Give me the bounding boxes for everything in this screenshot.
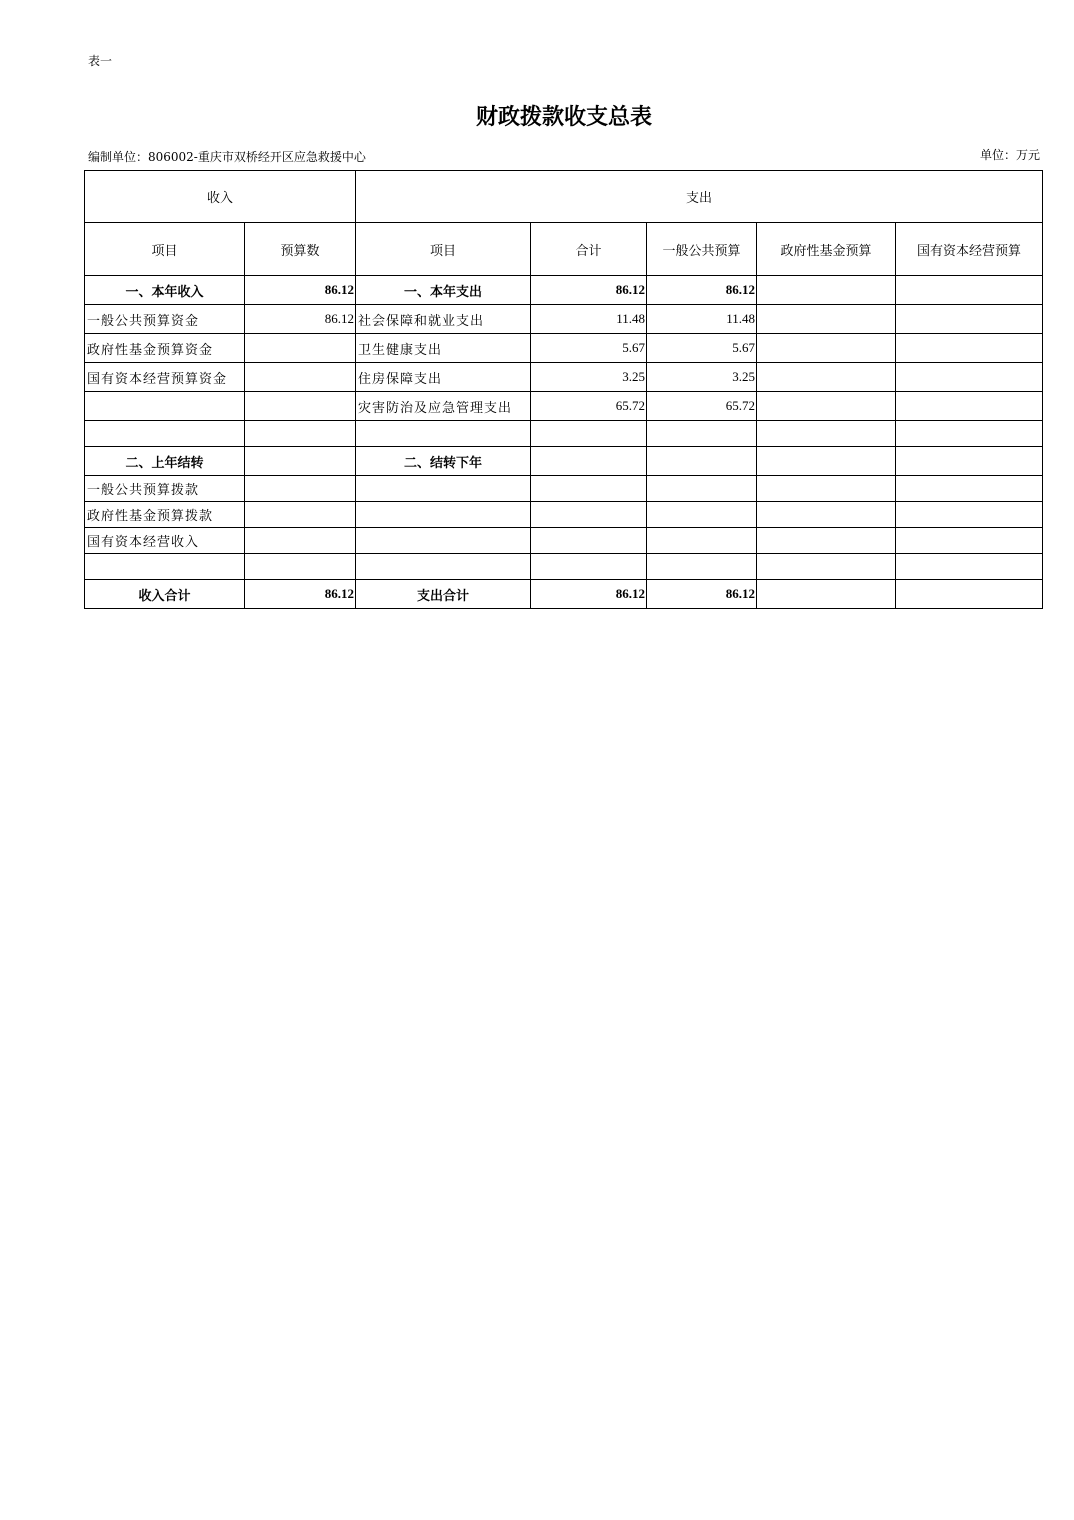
table-cell bbox=[245, 363, 356, 392]
table-row bbox=[85, 554, 1043, 580]
table-cell bbox=[757, 554, 896, 580]
table-row bbox=[85, 392, 1043, 421]
budget-summary-table bbox=[84, 170, 1043, 609]
table-cell bbox=[647, 476, 757, 502]
table-cell bbox=[531, 447, 647, 476]
table-cell bbox=[356, 476, 531, 502]
table-cell bbox=[356, 528, 531, 554]
table-cell bbox=[531, 421, 647, 447]
table-cell: 一、本年支出 bbox=[356, 276, 531, 305]
table-cell: 住房保障支出 bbox=[356, 363, 531, 392]
table-cell bbox=[896, 447, 1043, 476]
table-row bbox=[85, 421, 1043, 447]
currency-unit: 单位：万元 bbox=[979, 148, 1040, 162]
table-cell: 86.12 bbox=[647, 580, 757, 609]
table-cell bbox=[896, 476, 1043, 502]
table-cell bbox=[647, 421, 757, 447]
table-cell bbox=[757, 528, 896, 554]
table-cell bbox=[896, 528, 1043, 554]
table-cell bbox=[356, 554, 531, 580]
table-cell: 86.12 bbox=[245, 276, 356, 305]
table-cell: 政府性基金预算拨款 bbox=[85, 502, 245, 528]
column-header-row bbox=[85, 223, 1043, 276]
page-title: 财政拨款收支总表 bbox=[475, 104, 652, 130]
table-cell bbox=[356, 502, 531, 528]
table-cell bbox=[757, 580, 896, 609]
table-cell: 11.48 bbox=[531, 305, 647, 334]
table-cell bbox=[757, 334, 896, 363]
table-cell: 3.25 bbox=[647, 363, 757, 392]
table-cell bbox=[245, 421, 356, 447]
table-row bbox=[85, 476, 1043, 502]
table-cell bbox=[245, 554, 356, 580]
table-cell: 86.12 bbox=[245, 305, 356, 334]
table-cell bbox=[896, 392, 1043, 421]
table-cell: 5.67 bbox=[647, 334, 757, 363]
compiling-unit: 编制单位：806002-重庆市双桥经开区应急救援中心 bbox=[88, 150, 366, 164]
table-cell bbox=[85, 554, 245, 580]
column-header: 国有资本经营预算 bbox=[896, 223, 1043, 276]
table-cell bbox=[531, 502, 647, 528]
table-cell: 社会保障和就业支出 bbox=[356, 305, 531, 334]
table-cell: 国有资本经营收入 bbox=[85, 528, 245, 554]
table-cell: 一般公共预算拨款 bbox=[85, 476, 245, 502]
column-header: 预算数 bbox=[245, 223, 356, 276]
table-cell: 二、上年结转 bbox=[85, 447, 245, 476]
table-row bbox=[85, 447, 1043, 476]
table-cell: 二、结转下年 bbox=[356, 447, 531, 476]
table-cell bbox=[757, 447, 896, 476]
column-header: 政府性基金预算 bbox=[757, 223, 896, 276]
table-cell bbox=[85, 392, 245, 421]
table-row bbox=[85, 305, 1043, 334]
table-cell: 支出合计 bbox=[356, 580, 531, 609]
table-cell bbox=[896, 580, 1043, 609]
table-cell bbox=[531, 476, 647, 502]
table-cell: 86.12 bbox=[245, 580, 356, 609]
column-header: 一般公共预算 bbox=[647, 223, 757, 276]
income-group-header: 收入 bbox=[85, 171, 356, 223]
table-cell: 一般公共预算资金 bbox=[85, 305, 245, 334]
table-cell bbox=[245, 392, 356, 421]
table-row bbox=[85, 334, 1043, 363]
table-cell: 灾害防治及应急管理支出 bbox=[356, 392, 531, 421]
table-row bbox=[85, 276, 1043, 305]
table-cell bbox=[757, 502, 896, 528]
table-cell bbox=[245, 502, 356, 528]
table-cell: 5.67 bbox=[531, 334, 647, 363]
table-cell: 卫生健康支出 bbox=[356, 334, 531, 363]
table-row bbox=[85, 502, 1043, 528]
table-cell bbox=[757, 392, 896, 421]
table-cell: 收入合计 bbox=[85, 580, 245, 609]
table-cell bbox=[896, 421, 1043, 447]
totals-row bbox=[85, 580, 1043, 609]
table-cell bbox=[85, 421, 245, 447]
table-cell: 86.12 bbox=[531, 276, 647, 305]
table-cell bbox=[356, 421, 531, 447]
table-cell: 11.48 bbox=[647, 305, 757, 334]
table-cell bbox=[757, 305, 896, 334]
table-cell: 86.12 bbox=[531, 580, 647, 609]
table-cell: 3.25 bbox=[531, 363, 647, 392]
table-cell: 国有资本经营预算资金 bbox=[85, 363, 245, 392]
table-cell bbox=[757, 476, 896, 502]
table-cell bbox=[245, 447, 356, 476]
table-cell bbox=[896, 554, 1043, 580]
table-cell bbox=[757, 421, 896, 447]
expense-group-header: 支出 bbox=[356, 171, 1043, 223]
table-cell bbox=[531, 528, 647, 554]
table-cell: 一、本年收入 bbox=[85, 276, 245, 305]
table-row bbox=[85, 528, 1043, 554]
table-cell: 65.72 bbox=[647, 392, 757, 421]
table-cell bbox=[757, 276, 896, 305]
column-header: 合计 bbox=[531, 223, 647, 276]
column-header: 项目 bbox=[356, 223, 531, 276]
table-cell: 86.12 bbox=[647, 276, 757, 305]
table-cell bbox=[896, 305, 1043, 334]
column-header: 项目 bbox=[85, 223, 245, 276]
table-cell bbox=[896, 363, 1043, 392]
table-cell bbox=[245, 334, 356, 363]
table-cell bbox=[647, 502, 757, 528]
table-cell bbox=[531, 554, 647, 580]
table-cell bbox=[896, 276, 1043, 305]
table-cell bbox=[896, 334, 1043, 363]
table-cell bbox=[647, 447, 757, 476]
table-cell bbox=[245, 476, 356, 502]
table-cell bbox=[647, 554, 757, 580]
table-cell bbox=[245, 528, 356, 554]
table-cell: 65.72 bbox=[531, 392, 647, 421]
table-row bbox=[85, 363, 1043, 392]
table-cell: 政府性基金预算资金 bbox=[85, 334, 245, 363]
table-id: 表一 bbox=[88, 54, 113, 68]
table-cell bbox=[757, 363, 896, 392]
group-header-row bbox=[85, 171, 1043, 223]
table-cell bbox=[647, 528, 757, 554]
table-cell bbox=[896, 502, 1043, 528]
